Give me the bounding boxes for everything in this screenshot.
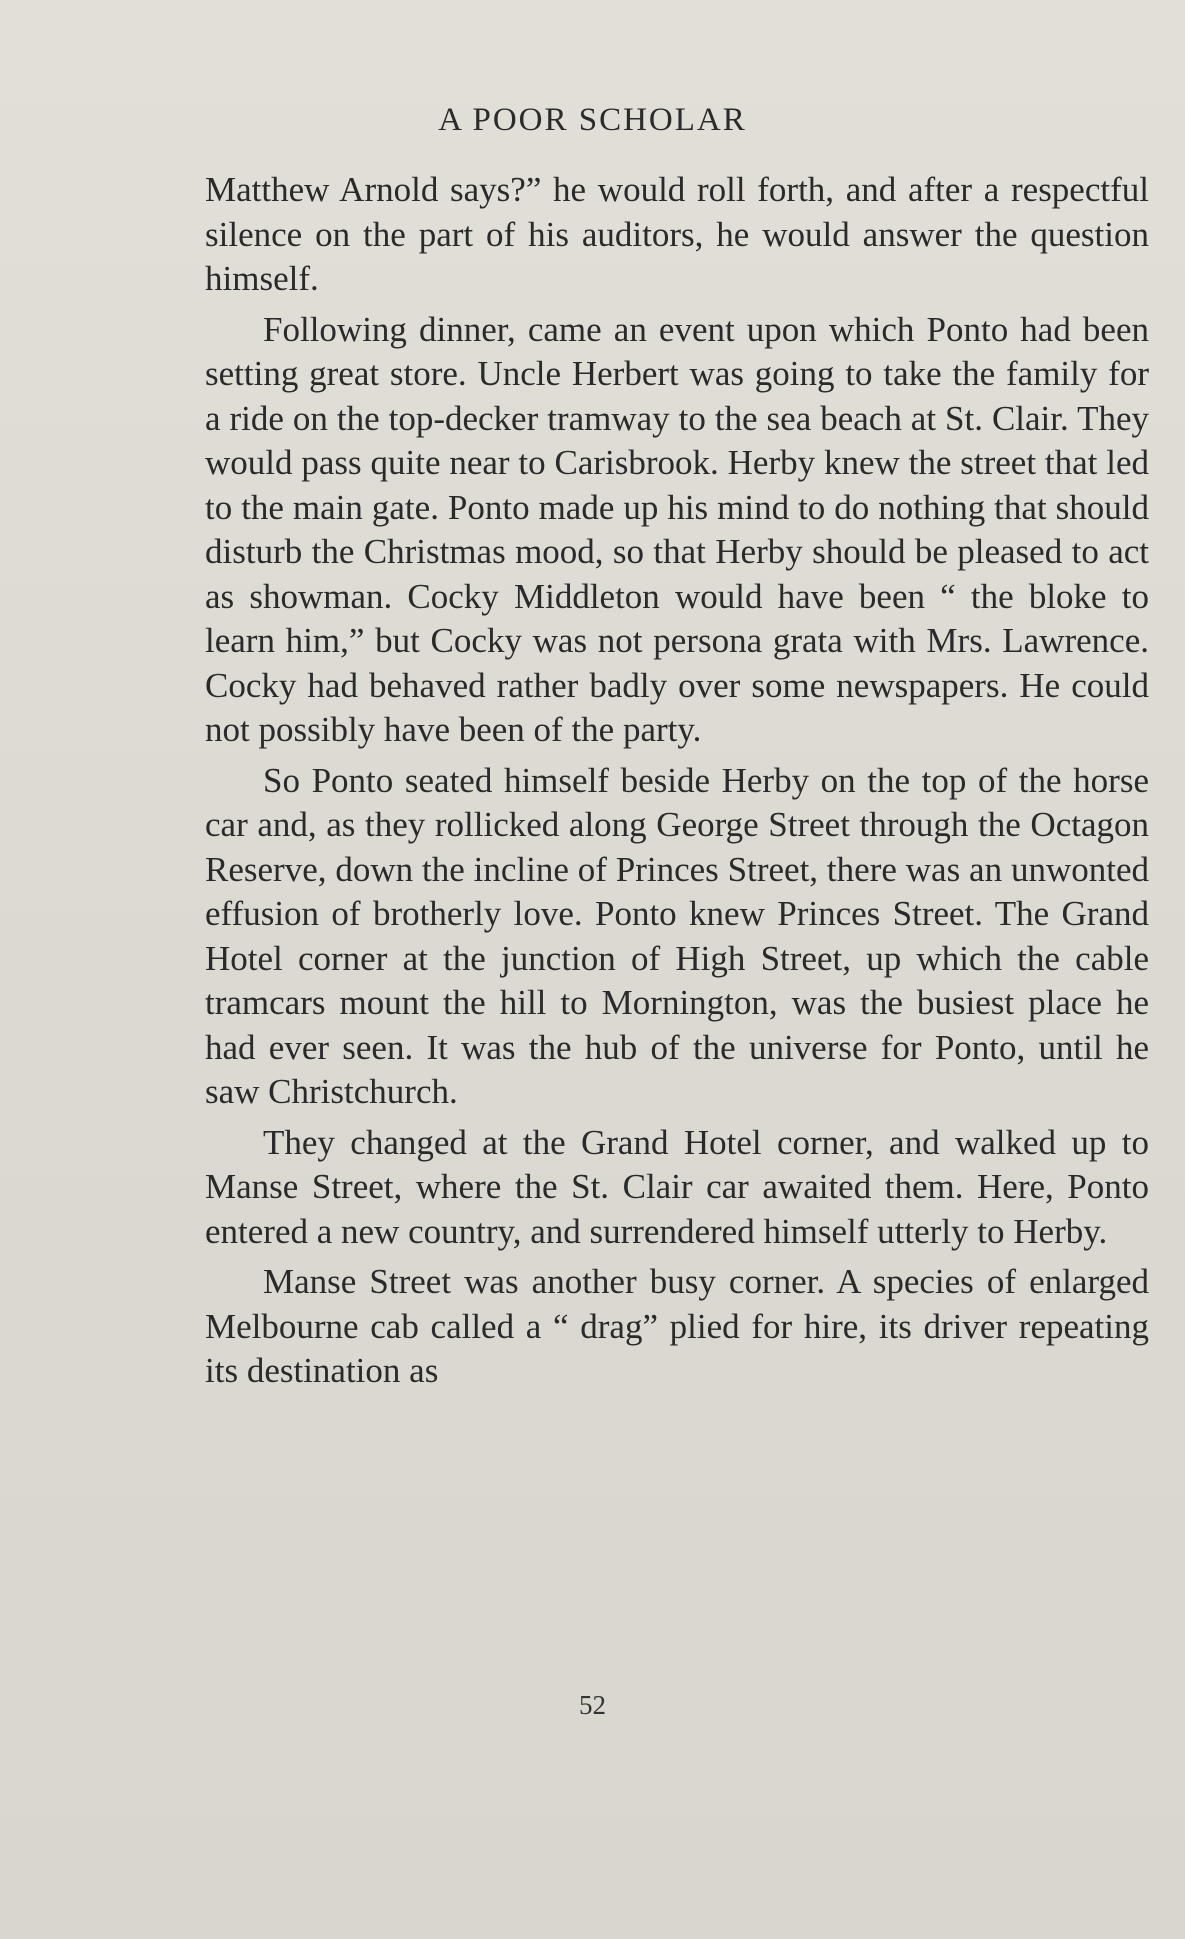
- paragraph: They changed at the Grand Hotel corner, and walked up to Manse Street, where the St. Clair car awaited them. Here, Ponto entered a new country, and surrendered himself utterly to Herby.: [205, 1122, 1149, 1251]
- body-text: [205, 168, 1149, 1400]
- running-head: A POOR SCHOLAR: [438, 102, 747, 138]
- paragraph: Manse Street was another busy corner. A species of enlarged Melbourne cab called a “ drag” plied for hire, its driver repeating its destination as: [205, 1262, 1149, 1390]
- paragraph: So Ponto seated himself beside Herby on the top of the horse car and, as they rollicked along George Street through the Octagon Reserve, down the incline of Princes Street, there was an unwonted effusion of brotherly love. Ponto knew Princes Street. The Grand Hotel corner at the junction of High Street, up which the cable tramcars mount the hill to Mornington, was the busiest place he had ever seen. It was the hub of the universe for Ponto, until he saw Christchurch.: [205, 760, 1149, 1111]
- page-number: 52: [579, 1690, 606, 1720]
- paragraph: Matthew Arnold says?” he would roll forth, and after a respectful silence on the part of his auditors, he would answer the question himself.: [205, 170, 1149, 298]
- paragraph: Following dinner, came an event upon which Ponto had been setting great store. Uncle Herbert was going to take the family for a ride on the top-decker tramway to the sea beach at St. Clair. They would pass quite near to Carisbrook. Herby knew the street that led to the main gate. Ponto made up his mind to do nothing that should disturb the Christmas mood, so that Herby should be pleased to act as showman. Cocky Middleton would have been “ the bloke to learn him,” but Cocky was not persona grata with Mrs. Lawrence. Cocky had behaved rather badly over some newspapers. He could not possibly have been of the party.: [205, 309, 1149, 749]
